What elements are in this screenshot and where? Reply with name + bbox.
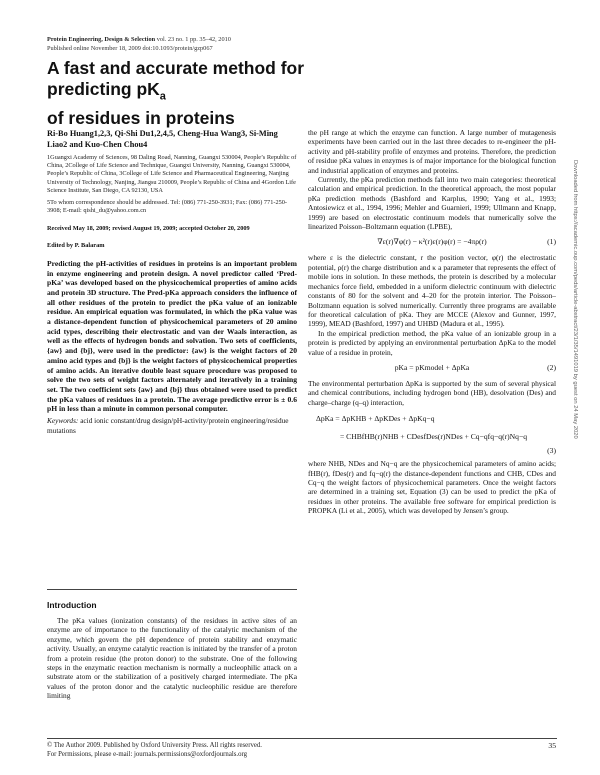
paragraph-2: Currently, the pKa prediction methods fall into two main categories: theoretical calculation and empirical prediction. In the theoretical approach, the most popular pKa prediction methods (Bashford and Karplus, 1990; Yang et al., 1993; Antosiewicz et al., 1994, 1996; Mehler and Guarnieri, 1999; Ullmann and Knapp, 1999) are based on electrostatic continuum models that numerically solve the linearized Poisson–Boltzmann equation (LPBE), bbox=[308, 175, 556, 232]
permissions-line: For Permissions, please e-mail: journals.permissions@oxfordjournals.org bbox=[47, 751, 248, 758]
footer-copyright bbox=[47, 741, 262, 759]
equation-1-expression: ∇ε(r)∇φ(r) − κ²(r)ε(r)φ(r) = −4πρ(r) bbox=[377, 237, 487, 247]
journal-header bbox=[47, 36, 231, 53]
equation-3-number: (3) bbox=[547, 446, 556, 456]
equation-2 bbox=[308, 357, 556, 379]
left-column bbox=[47, 128, 297, 435]
paragraph-4: In the empirical prediction method, the pKa value of an ionizable group in a protein is predicted by applying an environmental perturbation ΔpKa to the model value of a residue in protein, bbox=[308, 328, 556, 357]
title-line-2: of residues in proteins bbox=[47, 107, 235, 128]
correspondence: 5To whom correspondence should be addressed. Tel: (086) 771-250-3931; Fax: (086) 771-250-3908; E-mail: qishi_du@yahoo.com.cn bbox=[47, 199, 287, 215]
equation-3-line-2: = CHBfHB(r)NHB + CDesfDes(r)NDes + Cq−qfq−q(r)Nq−q bbox=[340, 432, 528, 442]
volume-info: vol. 23 no. 1 pp. 35–42, 2010 bbox=[156, 36, 231, 43]
introduction-heading: Introduction bbox=[47, 600, 97, 610]
page-number: 35 bbox=[548, 741, 556, 750]
paragraph-5: The environmental perturbation ΔpKa is supported by the sum of several physical and chemical contributions, including hydrogen bond (HB), desolvation (Des) and charge–charge (q–q) interaction, bbox=[308, 378, 556, 407]
paragraph-6: where NHB, NDes and Nq−q are the physicochemical parameters of amino acids; fHB(r), fDes(r) and fq−q(r) the distance-dependent functions and CHB, CDes and Cq−q the weight factors of physicochemical parameters. Once the weight factors are determined in a training set, Equation (3) can be used to predict the pKa of residues in other proteins. The available free software for empirical prediction is PROPKA (Li et al., 2005), which was developed by Jensen’s group. bbox=[308, 459, 556, 516]
published-info: Published online November 18, 2009 doi:10.1093/protein/gzp067 bbox=[47, 44, 213, 52]
equation-3 bbox=[308, 407, 556, 459]
keywords-list: acid ionic constant/drug design/pH-activity/protein engineering/residue mutations bbox=[47, 416, 289, 435]
equation-2-number: (2) bbox=[547, 362, 556, 372]
keywords-label: Keywords: bbox=[47, 416, 79, 426]
abstract: Predicting the pH-activities of residues in proteins is an important problem in enzyme engineering and protein design. A novel predictor called ‘Pred-pKa’ was developed based on the physicochemical properties of amino acids and protein 3D structure. The Pred-pKa approach considers the influence of all other residues of the protein to predict the pKa value of an ionizable residue. An empirical equation was formulated, in which the pKa value was a distance-dependent function of physicochemical parameters of 20 amino acid types, describing their electrostatic and van der Waals interaction, as well as the effects of hydrogen bonds and solvation. Two sets of coefficients, {aw} and {bj}, were used in the predictor: {aw} is the weight factors of 20 amino acid types and {bj} is the weight factors of physicochemical properties of amino acids. An iterative double least square procedure was proposed to solve the two sets of weight factors alternately and iteratively in a training set. The two coefficient sets {aw} and {bj} thus obtained were used to predict the pKa values of residues in a protein. The average predictive error is ± 0.6 pH in less than a minute in common personal computer. bbox=[47, 258, 297, 414]
introduction-text: The pKa values (ionization constants) of the residues in active sites of an enzyme are of importance to the functionality of the catalytic mechanism of the enzyme, which govern the pH dependence of protein stability and enzymatic activity. Usually, an enzyme catalytic reaction is initiated by the transfer of a proton from a protein residue (the proton donor) to the substrate. One of the following steps in the enzymatic reaction mechanism is normally a nucleophilic attack on a substrate atom or the stabilization of a positively charged intermediate. The pKa values of the proton donor and the catalytic nucleophilic residue are therefore limiting bbox=[47, 616, 297, 701]
affiliations: 1Guangxi Academy of Sciences, 98 Daling Road, Nanning, Guangxi 530004, People’s Republic of China, 2College of Life Science and Technique, Guangxi University, Nanning, Guangxi 530004, People’s Republic of China, 3College of Life Science and Pharmaceutical Engineering, Nanjing University of Technology, Nanjing, Jiangsu 210009, People’s Republic of China and 4Gordon Life Science Institute, San Diego, CA 92130, USA bbox=[47, 154, 297, 194]
paragraph-1: the pH range at which the enzyme can function. A large number of mutagenesis experiments have been carried out in the last three decades to re-engineer the pH-activity and pH-stability profile of enzymes and proteins. Therefore, the prediction of residue pKa values in enzymes is of major importance for the biological function and industrial application of enzymes and proteins. bbox=[308, 128, 556, 175]
received-dates: Received May 18, 2009; revised August 19, 2009; accepted October 20, 2009 bbox=[47, 225, 250, 233]
title-subscript: a bbox=[159, 90, 166, 103]
keywords bbox=[47, 416, 297, 435]
author-list: Ri-Bo Huang1,2,3, Qi-Shi Du1,2,4,5, Cheng-Hua Wang3, Si-Ming Liao2 and Kuo-Chen Chou4 bbox=[47, 129, 278, 149]
equation-1-number: (1) bbox=[547, 237, 556, 247]
equation-2-expression: pKa = pKmodel + ΔpKa bbox=[394, 362, 470, 372]
footer-divider bbox=[47, 738, 557, 739]
paragraph-3: where ε is the dielectric constant, r the position vector, φ(r) the electrostatic potential, ρ(r) the charge distribution and κ a parameter that represents the effect of mobile ions in solution. In these methods, the protein is described by a molecular mechanics force field, embedded in a uniform dielectric continuum with dielectric constants of 80 for the solvent and 4–20 for the protein interior. The Poisson–Boltzmann equation is solved numerically. Currently three programs are available for theoretical calculation of pKa. They are MCCE (Alexov and Gunner, 1997, 1999), MEAD (Bashford, 1997) and UHBD (Madura et al., 1995). bbox=[308, 253, 556, 329]
copyright-line: © The Author 2009. Published by Oxford University Press. All rights reserved. bbox=[47, 742, 262, 749]
download-watermark: Downloaded from https://academic.oup.com/peds/article-abstract/23/1/35/1491019 by guest on 24 May 2020 bbox=[572, 160, 578, 439]
right-column bbox=[308, 128, 556, 516]
edited-by: Edited by P. Balaram bbox=[47, 241, 105, 249]
equation-3-line-1: ΔpKa = ΔpKHB + ΔpKDes + ΔpKq−q bbox=[316, 414, 435, 424]
section-divider bbox=[47, 589, 297, 590]
equation-1 bbox=[308, 231, 556, 253]
journal-name: Protein Engineering, Design & Selection bbox=[47, 36, 156, 43]
article-title bbox=[47, 58, 337, 129]
title-line-1: A fast and accurate method for predicting pK bbox=[47, 58, 305, 99]
